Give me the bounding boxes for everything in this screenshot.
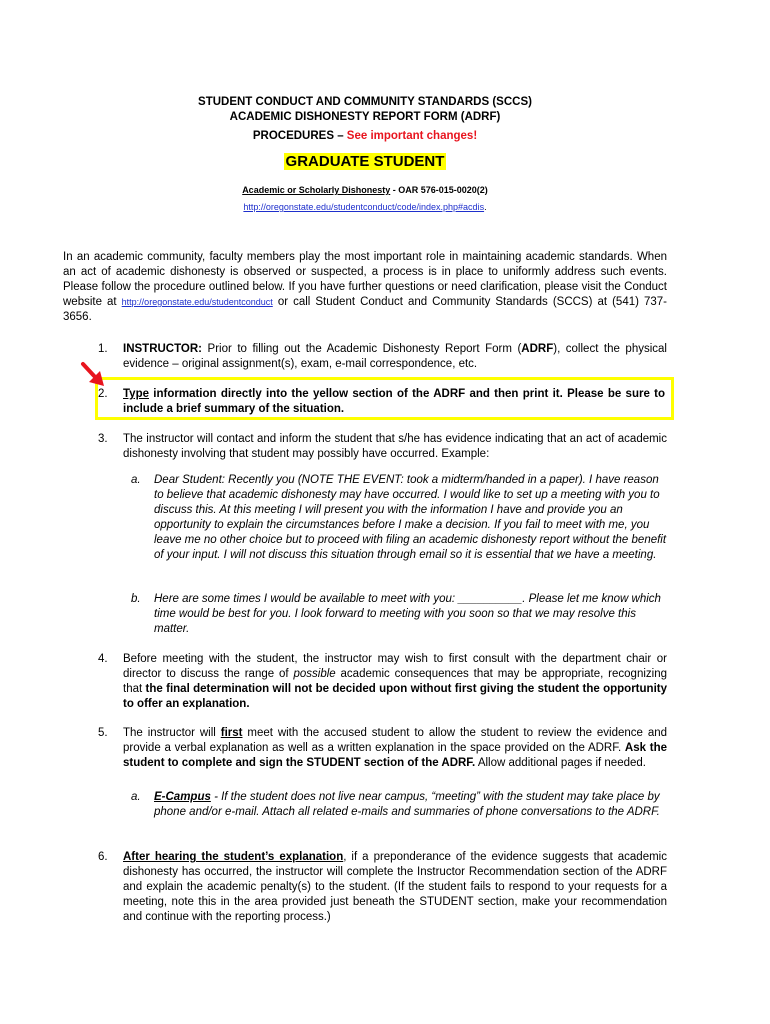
item-1-number: 1. <box>98 343 108 355</box>
item-3b-letter: b. <box>131 593 141 605</box>
oar-code: - OAR 576-015-0020(2) <box>390 185 488 195</box>
oar-reference <box>0 185 730 195</box>
item-3a-text: Dear Student: Recently you (NOTE THE EVENT: took a midterm/handed in a paper). I have reason to believe that academic dishonesty may have occurred. I would like to set up a meeting with you to discuss this. At this meeting I will present you with the information I have and provide you an opportunity to explain the circumstances before I make a decision. If you fail to meet with me, you leave me no other choice but to proceed with filing an academic dishonesty report without the benefit of your input. I will not discuss this situation through email so it is essential that we have a meeting. <box>154 474 667 561</box>
item-2-number: 2. <box>98 388 108 400</box>
item-1-part-b: ), collect the physical evidence – original assignment(s), exam, e-mail correspondence, etc. <box>123 343 667 370</box>
item-3b-text: Here are some times I would be available to meet with you: __________. Please let me know which time would be best for you. I look forward to meeting with you soon so that we may resolve this matter. <box>154 593 661 635</box>
item-4-number: 4. <box>98 653 108 665</box>
item-2-text <box>123 387 665 417</box>
type-word: Type <box>123 388 149 400</box>
code-url-line <box>0 202 730 212</box>
item-1-part-a: Prior to filling out the Academic Dishonesty Report Form ( <box>202 343 522 355</box>
item-3-number: 3. <box>98 433 108 445</box>
item-4-part-a: Before meeting with the student, the instructor may wish to first consult with the department chair or director to discuss the range of <box>123 653 667 680</box>
url-period: . <box>484 202 487 212</box>
item-4-bold: the final determination will not be decided upon without first giving the student the opportunity to offer an explanation. <box>123 683 667 710</box>
item-6-bold: After hearing the student’s explanation <box>123 851 344 863</box>
item-3-text: The instructor will contact and inform the student that s/he has evidence indicating that an act of academic dishonesty involving that student may possibly have occurred. Example: <box>123 433 667 460</box>
item-5-bold: Ask the student to complete and sign the STUDENT section of the ADRF. <box>123 742 667 769</box>
item-5a-rest: - If the student does not live near campus, “meeting” with the student may take place by phone and/or e-mail. Attach all related e-mails and summaries of phone conversations to the ADRF. <box>154 791 660 818</box>
item-5-part-c: Allow additional pages if needed. <box>475 757 646 769</box>
graduate-student-title <box>0 153 730 170</box>
important-changes-note: See important changes! <box>346 130 478 142</box>
item-4-text <box>123 652 667 712</box>
item-5a-text <box>154 790 667 820</box>
ecampus-label: E-Campus <box>154 791 211 803</box>
item-3a-letter: a. <box>131 474 141 486</box>
conduct-website-link[interactable]: http://oregonstate.edu/studentconduct <box>121 297 273 307</box>
code-url-link[interactable]: http://oregonstate.edu/studentconduct/code/index.php#acdis <box>243 202 485 212</box>
item-6-text <box>123 850 667 925</box>
item-4-part-b: academic consequences that may be appropriate, recognizing that <box>123 668 667 695</box>
item-5a-letter: a. <box>131 791 141 803</box>
graduate-student-label: GRADUATE STUDENT <box>285 153 445 170</box>
item-6-number: 6. <box>98 851 108 863</box>
item-5-first: first <box>220 727 243 739</box>
item-2-rest: information directly into the yellow section of the ADRF and then print it. Please be sure to include a brief summary of the situation. <box>123 388 665 415</box>
procedures-label: PROCEDURES – <box>252 130 347 142</box>
procedures-line <box>0 130 730 142</box>
oar-link[interactable]: Academic or Scholarly Dishonesty <box>242 185 391 195</box>
item-5-text <box>123 726 667 771</box>
instructor-label: INSTRUCTOR: <box>123 343 203 355</box>
intro-paragraph <box>63 250 667 325</box>
header-line-1: STUDENT CONDUCT AND COMMUNITY STANDARDS (SCCS) <box>198 96 532 108</box>
intro-text-end: or call Student Conduct and Community Standards (SCCS) at (541) 737-3656. <box>63 296 667 323</box>
intro-text: In an academic community, faculty members play the most important role in maintaining academic standards. When an act of academic dishonesty is observed or suspected, a process is in place to uniformly address such events. Please follow the procedure outlined below. If you have further questions or need clarification, please visit the Conduct website at <box>63 251 667 308</box>
header-line-2: ACADEMIC DISHONESTY REPORT FORM (ADRF) <box>229 111 501 123</box>
item-5-part-b: meet with the accused student to allow the student to review the evidence and provide a verbal explanation as well as a written explanation in the space provided on the ADRF. <box>123 727 668 754</box>
item-1-adrf: ADRF <box>521 343 554 355</box>
item-4-possible: possible <box>293 668 336 680</box>
item-6-rest: , if a preponderance of the evidence suggests that academic dishonesty has occurred, the instructor will complete the Instructor Recommendation section of the ADRF and explain the academic penalty(s) to the student. (If the student fails to respond to your requests for a meeting, note this in the area provided just beneath the STUDENT section, make your recommendation and continue with the reporting process.) <box>123 851 667 923</box>
red-arrow-icon <box>80 361 106 389</box>
item-5-part-a: The instructor will <box>123 727 221 739</box>
item-1-text <box>123 342 667 372</box>
item-5-number: 5. <box>98 727 108 739</box>
